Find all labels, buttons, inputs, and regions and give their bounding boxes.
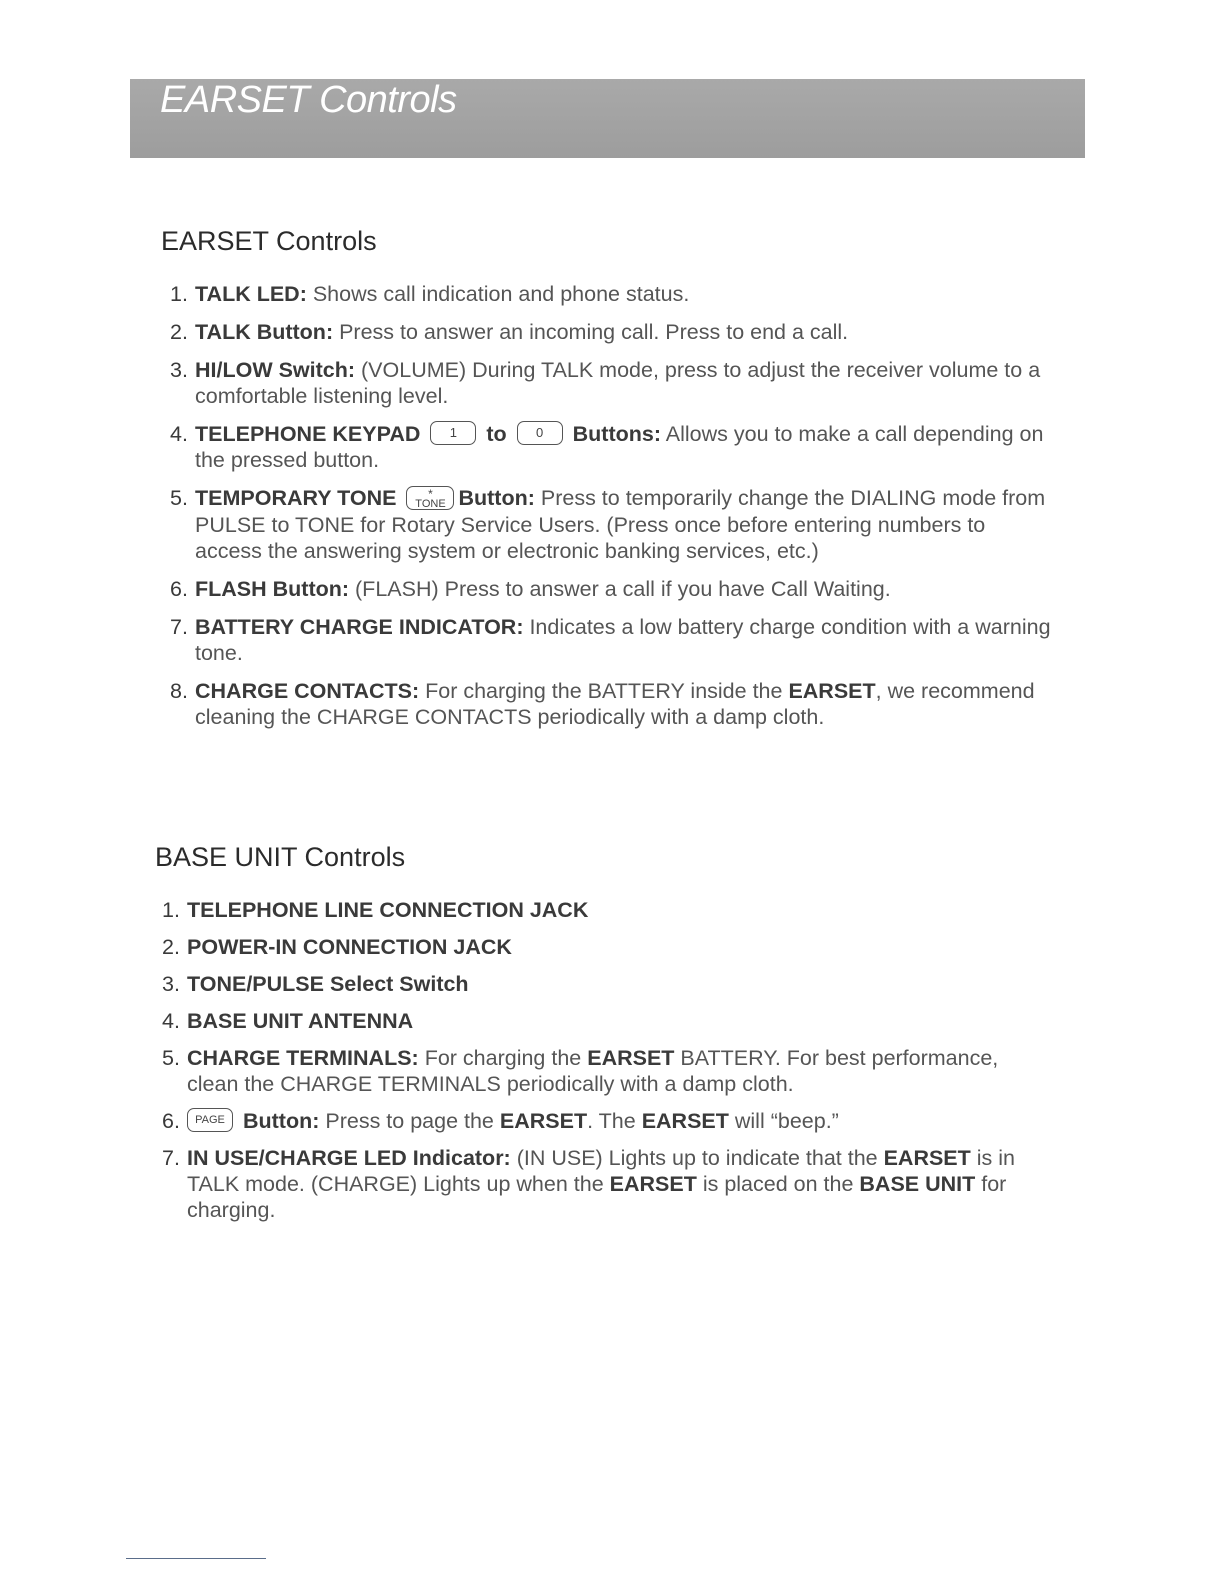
item-text: will “beep.”	[728, 1109, 839, 1133]
item-bold: EARSET	[499, 1109, 588, 1133]
list-item	[170, 281, 1058, 307]
keypad-0-icon: 0	[517, 421, 563, 445]
item-text: Press to answer an incoming call. Press to end a call.	[333, 320, 849, 344]
base-controls-list	[162, 897, 1054, 1223]
list-item	[162, 971, 1054, 997]
tone-key-icon	[406, 486, 454, 510]
item-bold: EARSET	[587, 1046, 675, 1070]
item-number: 2.	[162, 935, 180, 959]
item-label-2: Buttons:	[572, 422, 661, 446]
item-text: Press to temporarily change the DIALING mode from PULSE to TONE for Rotary Service Users. (Press once before entering numbers to access the answering system or electronic banking services, etc.)	[195, 486, 1046, 563]
item-bold: EARSET	[641, 1109, 729, 1133]
item-label: POWER-IN CONNECTION JACK	[187, 935, 512, 959]
item-text: Press to page the	[319, 1109, 500, 1133]
item-number: 6.	[170, 576, 188, 601]
list-item	[162, 1008, 1054, 1034]
item-bold: EARSET	[788, 678, 876, 703]
earset-heading: EARSET Controls	[161, 226, 377, 256]
section-banner	[130, 79, 1085, 158]
item-text: BATTERY. For best performance, clean the CHARGE TERMINALS periodically with a damp cloth.	[187, 1046, 999, 1096]
list-item	[162, 1045, 1054, 1097]
item-bold: EARSET	[609, 1172, 697, 1197]
item-label: TELEPHONE LINE CONNECTION JACK	[187, 898, 589, 922]
item-to: to	[486, 422, 507, 446]
item-label: TELEPHONE KEYPAD	[195, 422, 421, 446]
tone-key-label: TONE	[415, 497, 446, 510]
item-label: TALK LED:	[195, 282, 307, 306]
page-key-icon: PAGE	[187, 1108, 233, 1132]
list-item	[170, 614, 1058, 666]
footer-rule	[126, 1558, 266, 1559]
item-label: TEMPORARY TONE	[195, 486, 397, 511]
item-label: Button:	[242, 1109, 320, 1133]
item-number: 3.	[162, 972, 180, 996]
list-item	[162, 1145, 1054, 1223]
item-text: for charging.	[187, 1172, 1007, 1223]
item-text: (FLASH) Press to answer a call if you have Call Waiting.	[349, 576, 891, 601]
item-text: . The	[587, 1109, 642, 1133]
item-number: 6.	[162, 1109, 180, 1133]
item-number: 4.	[170, 422, 188, 446]
item-number: 7.	[170, 614, 188, 639]
list-item	[162, 934, 1054, 960]
item-text: is in TALK mode. (CHARGE) Lights up when the	[187, 1146, 1016, 1197]
item-label: HI/LOW Switch:	[195, 358, 356, 382]
list-item	[170, 485, 1058, 563]
item-text: (IN USE) Lights up to indicate that the	[510, 1146, 884, 1171]
list-item	[162, 1108, 1054, 1134]
item-number: 7.	[162, 1146, 180, 1171]
item-text: For charging the BATTERY inside the	[419, 678, 789, 703]
list-item	[170, 357, 1058, 409]
item-label: TONE/PULSE Select Switch	[187, 972, 469, 996]
earset-controls-list	[170, 281, 1058, 730]
banner-title: EARSET Controls	[160, 79, 457, 121]
item-text: For charging the	[418, 1046, 588, 1070]
item-label: BATTERY CHARGE INDICATOR:	[195, 614, 524, 639]
item-number: 3.	[170, 358, 188, 382]
item-text: (VOLUME) During TALK mode, press to adjust the receiver volume to a comfortable listening level.	[195, 358, 1041, 408]
item-text: Indicates a low battery charge condition with a warning tone.	[195, 614, 1051, 665]
item-label: TALK Button:	[195, 320, 334, 344]
item-text: Shows call indication and phone status.	[306, 282, 690, 306]
item-bold: EARSET	[883, 1146, 971, 1171]
list-item	[170, 319, 1058, 345]
keypad-1-icon: 1	[430, 421, 476, 445]
item-text: , we recommend cleaning the CHARGE CONTACTS periodically with a damp cloth.	[195, 678, 1035, 729]
item-label-2: Button:	[458, 486, 535, 511]
item-number: 4.	[162, 1009, 180, 1033]
item-number: 2.	[170, 320, 188, 344]
item-text: is placed on the	[696, 1172, 860, 1197]
item-label: CHARGE CONTACTS:	[195, 678, 420, 703]
item-label: CHARGE TERMINALS:	[187, 1046, 419, 1070]
item-text: Allows you to make a call depending on the pressed button.	[195, 422, 1044, 473]
item-number: 1.	[170, 282, 188, 306]
list-item	[170, 421, 1058, 473]
item-label: BASE UNIT ANTENNA	[187, 1009, 414, 1033]
tone-key-star: *	[428, 486, 433, 501]
item-bold: BASE UNIT	[859, 1172, 976, 1197]
item-label: FLASH Button:	[195, 576, 350, 601]
base-heading: BASE UNIT Controls	[155, 842, 406, 872]
list-item	[170, 576, 1058, 602]
item-number: 5.	[162, 1046, 180, 1070]
item-number: 5.	[170, 486, 188, 511]
list-item	[170, 678, 1058, 730]
item-number: 8.	[170, 678, 188, 703]
item-label: IN USE/CHARGE LED Indicator:	[187, 1146, 511, 1171]
list-item	[162, 897, 1054, 923]
item-number: 1.	[162, 898, 180, 922]
